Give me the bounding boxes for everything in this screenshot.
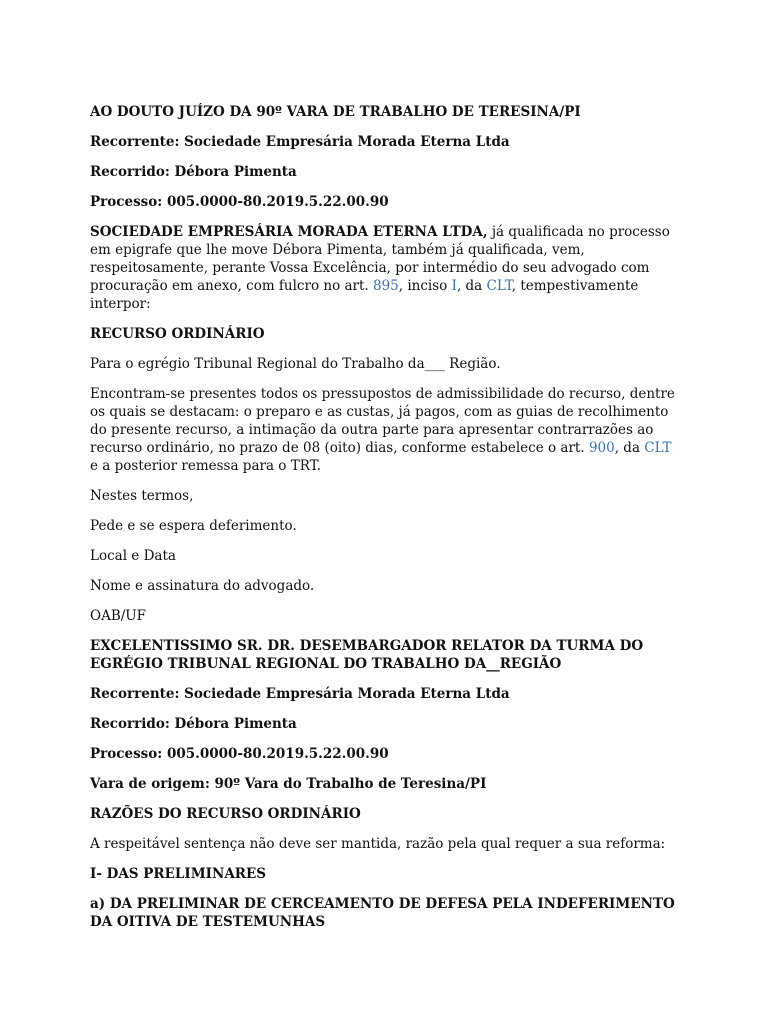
razoes-text: A respeitável sentença não deve ser mantida, razão pela qual requer a sua reforma:	[90, 836, 666, 852]
recurso-title: RECURSO ORDINÁRIO	[90, 326, 265, 342]
closing-nome: Nome e assinatura do advogado.	[90, 578, 315, 594]
vara-origem-line: Vara de origem: 90º Vara do Trabalho de Teresina/PI	[90, 776, 487, 792]
intro-paragraph: SOCIEDADE EMPRESÁRIA MORADA ETERNA LTDA, já qualificada no processo em epigrafe que lhe move Débora Pimenta, também já qualificada, vem, respeitosamente, perante Vossa Excelência, por intermédio do seu advogado com procuração em anexo, com fulcro no art. 895, inciso I, da CLT, tempestivamente interpor:	[90, 224, 670, 312]
party-name: SOCIEDADE EMPRESÁRIA MORADA ETERNA LTDA,	[90, 224, 488, 240]
recorrido-line: Recorrido: Débora Pimenta	[90, 164, 297, 180]
processo-line-2: Processo: 005.0000-80.2019.5.22.00.90	[90, 746, 389, 762]
link-clt[interactable]: CLT	[486, 278, 512, 294]
heading-juizo: AO DOUTO JUÍZO DA 90º VARA DE TRABALHO DE TERESINA/PI	[90, 104, 581, 120]
recorrente-line: Recorrente: Sociedade Empresária Morada Eterna Ltda	[90, 134, 510, 150]
pressupostos-paragraph: Encontram-se presentes todos os pressupostos de admissibilidade do recurso, dentre os quais se destacam: o preparo e as custas, já pagos, com as guias de recolhimento do presente recurso, a intimação da outra parte para apresentar contrarrazões ao recurso ordinário, no prazo de 08 (oito) dias, conforme estabelece o art. 900, da CLT e a posterior remessa para o TRT.	[90, 386, 675, 474]
closing-pede: Pede e se espera deferimento.	[90, 518, 297, 534]
recorrido-line-2: Recorrido: Débora Pimenta	[90, 716, 297, 732]
link-clt-2[interactable]: CLT	[644, 440, 672, 456]
razoes-title: RAZÕES DO RECURSO ORDINÁRIO	[90, 806, 361, 822]
link-inciso-i[interactable]: I	[451, 278, 457, 294]
recorrente-line-2: Recorrente: Sociedade Empresária Morada Eterna Ltda	[90, 686, 510, 702]
closing-oab: OAB/UF	[90, 608, 147, 624]
para-tribunal: Para o egrégio Tribunal Regional do Trabalho da___ Região.	[90, 356, 501, 372]
heading-desembargador: EXCELENTISSIMO SR. DR. DESEMBARGADOR RELATOR DA TURMA DO EGRÉGIO TRIBUNAL REGIONAL DO TRABALHO DA__REGIÃO	[90, 638, 644, 672]
processo-line: Processo: 005.0000-80.2019.5.22.00.90	[90, 194, 389, 210]
link-art-895[interactable]: 895	[373, 278, 399, 294]
document-body	[90, 103, 682, 943]
closing-local: Local e Data	[90, 548, 176, 564]
preliminares-title: I- DAS PRELIMINARES	[90, 866, 267, 882]
preliminar-a-title: a) DA PRELIMINAR DE CERCEAMENTO DE DEFESA PELA INDEFERIMENTO DA OITIVA DE TESTEMUNHAS	[90, 896, 675, 930]
link-art-900[interactable]: 900	[588, 440, 615, 456]
closing-nestes: Nestes termos,	[90, 488, 194, 504]
